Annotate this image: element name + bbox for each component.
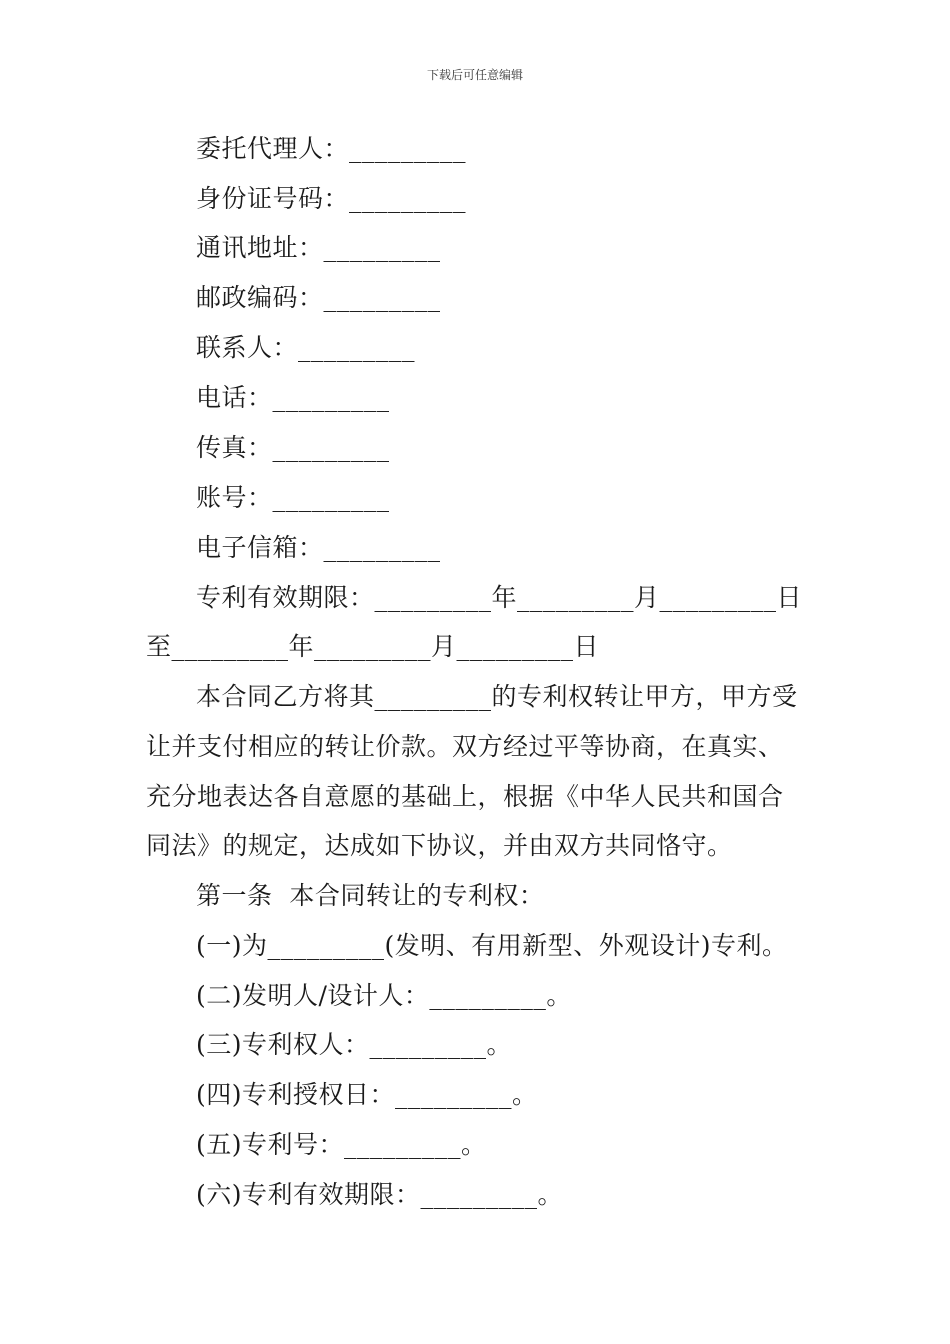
field-id-number: 身份证号码：_________: [196, 184, 467, 213]
field-phone: 电话：_________: [196, 383, 390, 412]
field-email: 电子信箱：_________: [196, 533, 441, 562]
preamble-line-3: 充分地表达各自意愿的基础上，根据《中华人民共和国合: [146, 782, 784, 811]
article-1-item-1: (一)为_________(发明、有用新型、外观设计)专利。: [196, 931, 788, 960]
field-validity-end: 至_________年_________月_________日: [146, 632, 600, 661]
header-note: 下载后可任意编辑: [426, 68, 523, 82]
article-1-item-2: (二)发明人/设计人：_________。: [196, 981, 572, 1010]
field-account: 账号：_________: [196, 483, 390, 512]
field-address: 通讯地址：_________: [196, 233, 441, 262]
field-postcode: 邮政编码：_________: [196, 283, 441, 312]
preamble-line-1: 本合同乙方将其_________的专利权转让甲方，甲方受: [196, 682, 798, 711]
preamble-line-4: 同法》的规定，达成如下协议，并由双方共同恪守。: [146, 831, 733, 860]
field-contact: 联系人：_________: [196, 333, 416, 362]
preamble-line-2: 让并支付相应的转让价款。双方经过平等协商，在真实、: [146, 732, 784, 761]
article-1-item-6: (六)专利有效期限：_________。: [196, 1180, 564, 1209]
field-fax: 传真：_________: [196, 433, 390, 462]
article-1-item-4: (四)专利授权日：_________。: [196, 1080, 538, 1109]
field-agent: 委托代理人：_________: [196, 134, 467, 163]
field-validity-start: 专利有效期限：_________年_________月_________日: [196, 583, 803, 612]
article-1-item-3: (三)专利权人：_________。: [196, 1030, 513, 1059]
article-1-heading: 第一条 本合同转让的专利权：: [196, 881, 545, 910]
article-1-item-5: (五)专利号：_________。: [196, 1130, 487, 1159]
